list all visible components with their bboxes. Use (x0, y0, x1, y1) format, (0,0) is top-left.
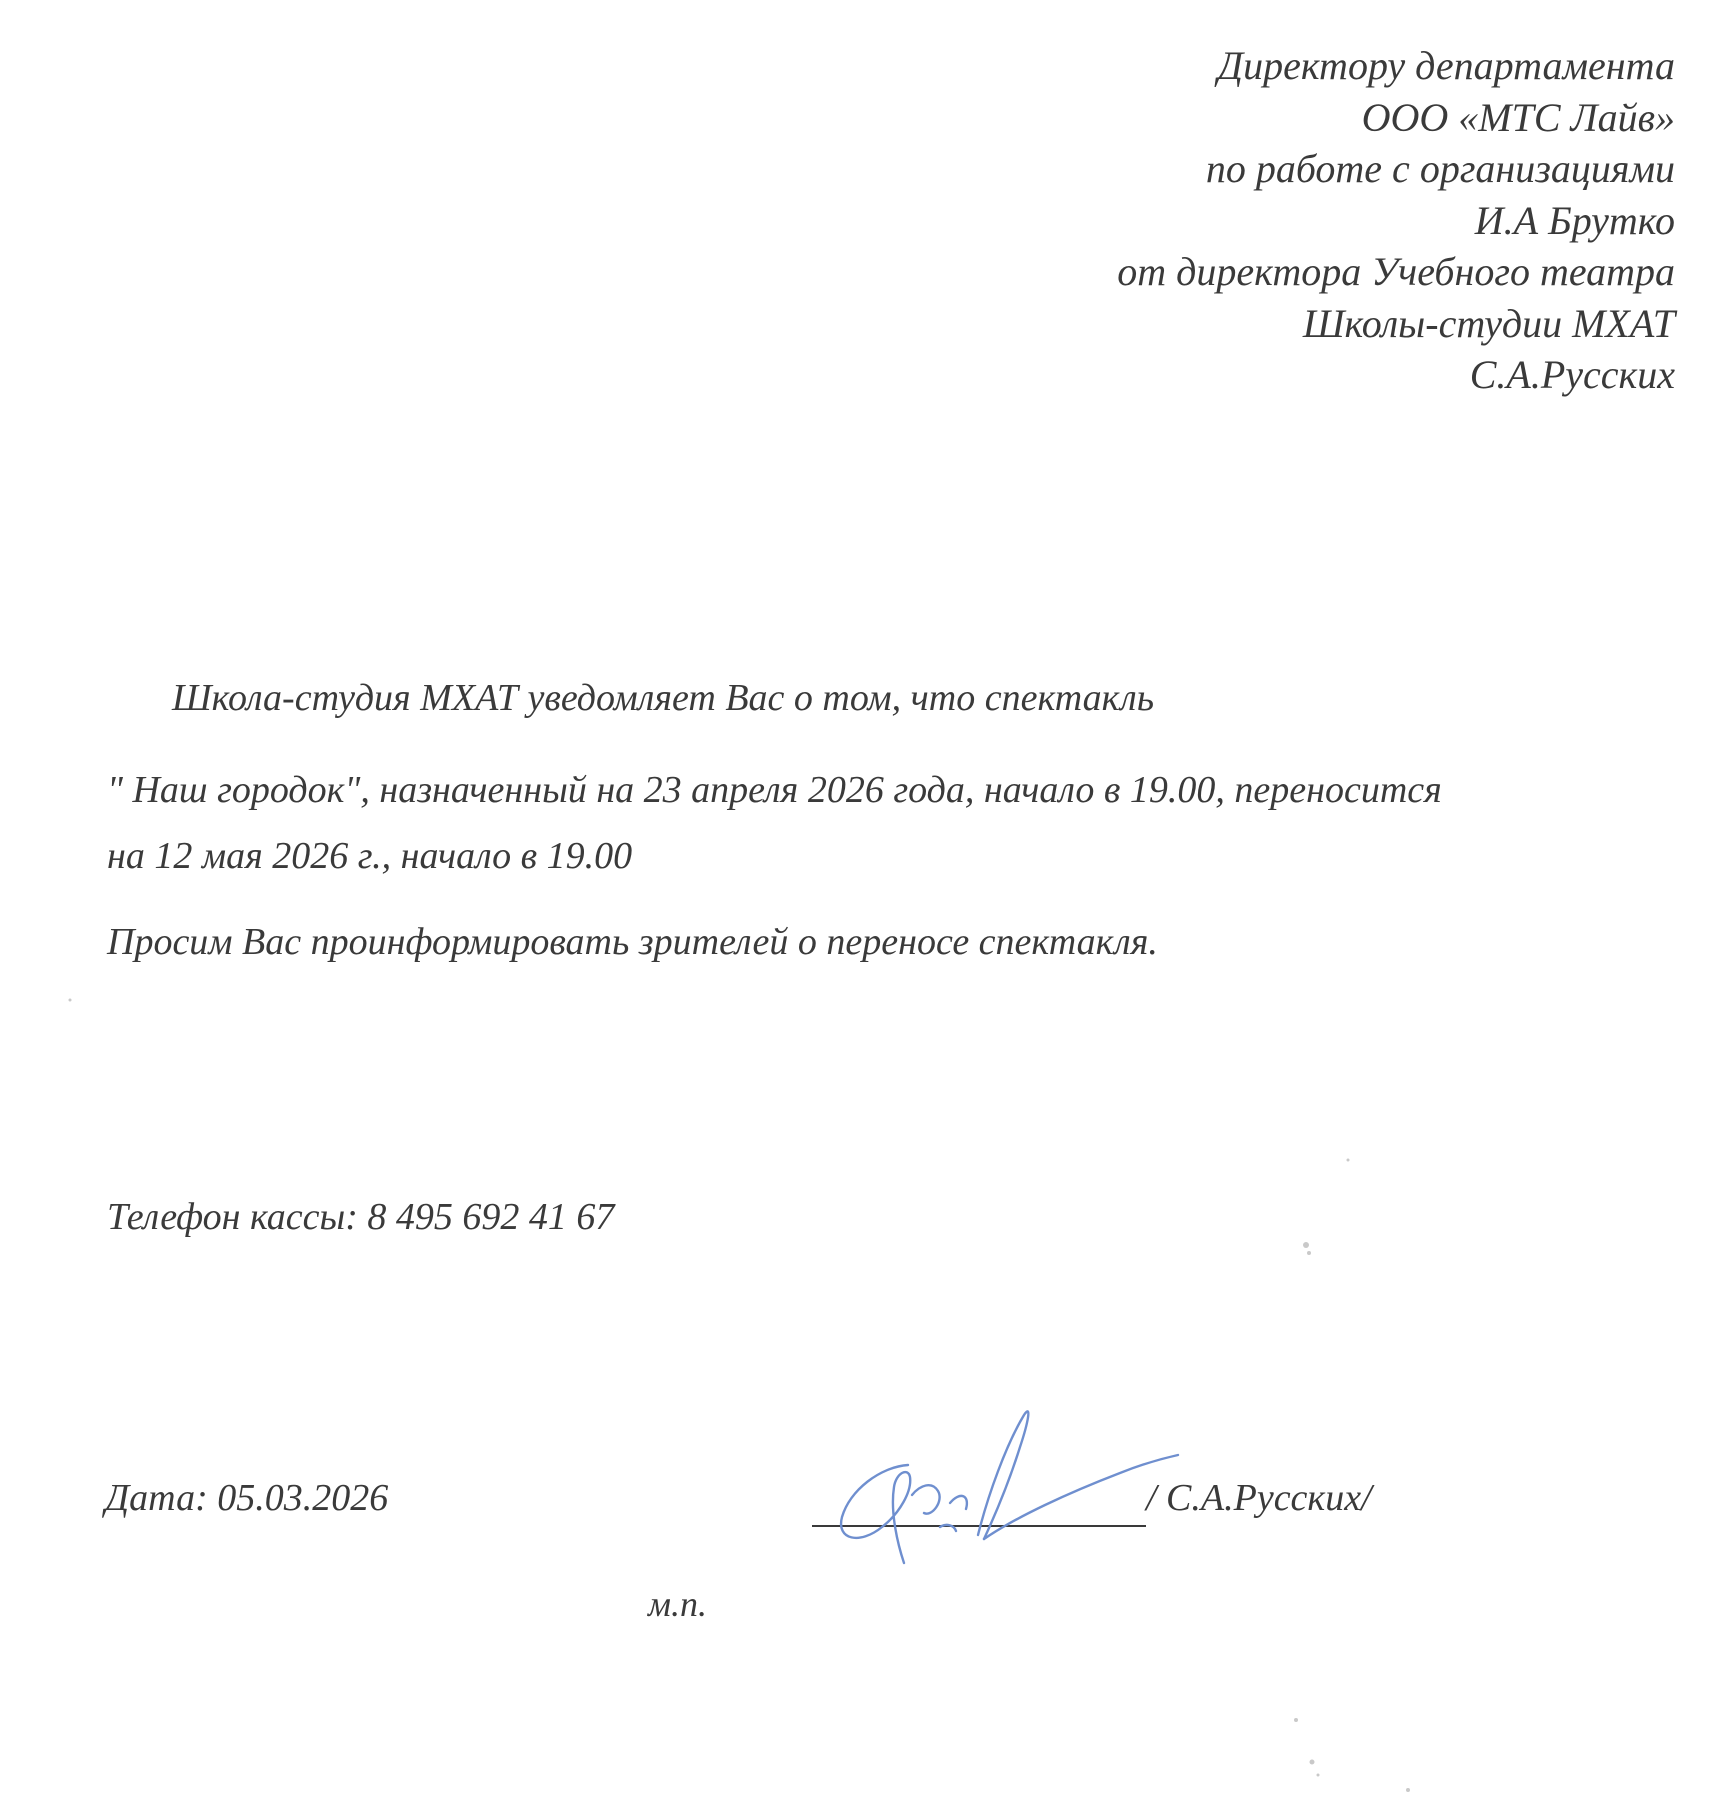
addressee-block (775, 40, 1675, 401)
stamp-place-label: м.п. (648, 1584, 707, 1624)
addressee-line-1: Директору департамента (1217, 43, 1675, 88)
addressee-line-2: ООО «МТС Лайв» (1361, 94, 1675, 140)
notice-paragraph: Школа-студия МХАТ уведомляет Вас о том, что спектакль (172, 677, 1155, 719)
addressee-line-7: С.А.Русских (1469, 352, 1675, 397)
reschedule-line-1: " Наш городок", назначенный на 23 апреля 2026 года, начало в 19.00, переносится (107, 769, 1442, 811)
letter-date: Дата: 05.03.2026 (105, 1477, 389, 1519)
addressee-line-4: И.А Брутко (1474, 197, 1675, 243)
handwritten-signature (820, 1395, 1190, 1575)
addressee-line-3: по работе с организациями (1205, 146, 1675, 191)
signer-name: / С.А.Русских/ (1146, 1477, 1372, 1519)
reschedule-line-2: на 12 мая 2026 г., начало в 19.00 (107, 835, 633, 877)
addressee-line-6: Школы-студии МХАТ (1302, 300, 1675, 346)
request-paragraph: Просим Вас проинформировать зрителей о переносе спектакля. (107, 921, 1158, 963)
box-office-phone: Телефон кассы: 8 495 692 41 67 (107, 1196, 615, 1238)
addressee-line-5: от директора Учебного театра (1117, 249, 1675, 294)
